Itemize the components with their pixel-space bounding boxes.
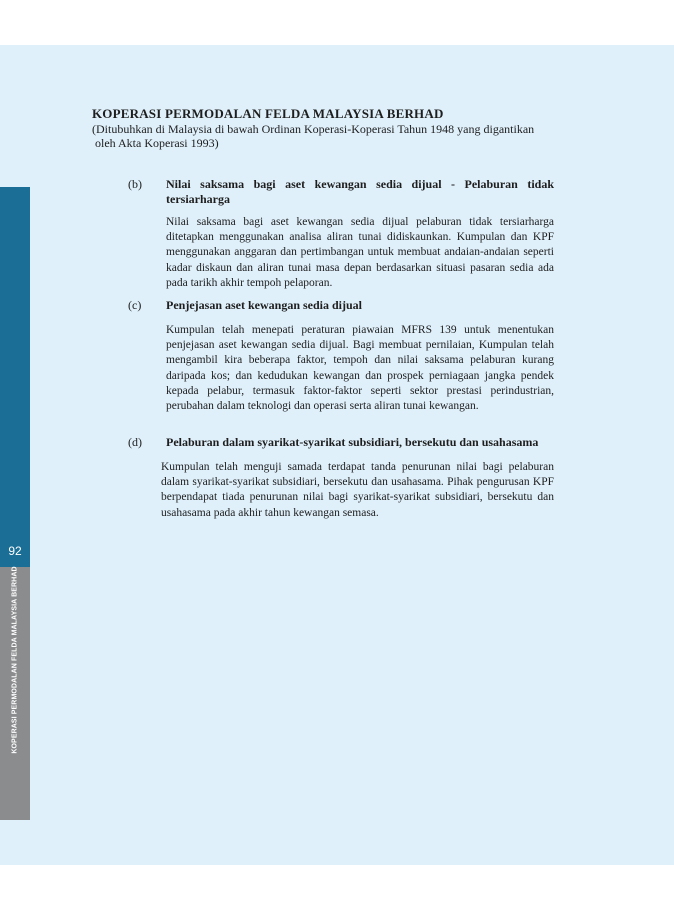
sidebar-blue-band (0, 187, 30, 567)
section-c-paragraph: Kumpulan telah menepati peraturan piawaian MFRS 139 untuk menentukan penjejasan aset kewangan sedia dijual. Bagi membuat pernilaian, Kumpulan telah mengambil kira beberapa faktor, tempoh dan nilai saksama pelaburan kurang daripada kos; dan kedudukan kewangan dan prospek perniagaan jangka pendek kepada pelabur, termasuk faktor-faktor seperti sektor prestasi perindustrian, perubahan dalam teknologi dan operasi serta aliran tunai kewangan. (166, 324, 554, 413)
page-number: 92 (8, 544, 22, 558)
section-d-letter: (d) (128, 435, 142, 449)
section-b-letter: (b) (128, 177, 142, 191)
sidebar-vertical-text: KOPERASI PERMODALAN FELDA MALAYSIA BERHAD (11, 566, 19, 754)
section-c-heading: Penjejasan aset kewangan sedia dijual (166, 298, 363, 312)
subtitle-line-2: oleh Akta Koperasi 1993) (95, 136, 219, 150)
section-c-letter: (c) (128, 298, 142, 312)
section-d-heading: Pelaburan dalam syarikat-syarikat subsidiari, bersekutu dan usahasama (166, 435, 539, 449)
section-d-paragraph: Kumpulan telah menguji samada terdapat tanda penurunan nilai bagi pelaburan dalam syarikat-syarikat subsidiari, bersekutu dan usahasama. Pihak pengurusan KPF berpendapat tiada penurunan nilai bagi syarikat-syarikat subsidiari, bersekutu dan usahasama pada akhir tahun kewangan semasa. (161, 461, 554, 519)
section-b-paragraph: Nilai saksama bagi aset kewangan sedia dijual pelaburan tidak tersiarharga ditetapkan menggunakan analisa aliran tunai didiskaunkan. Kumpulan dan KPF menggunakan anggaran dan pertimbangan untuk membuat andaian-andaian seperti kadar diskaun dan aliran tunai masa depan berdasarkan situasi pasaran sedia ada pada tarikh akhir tempoh pelaporan. (166, 216, 554, 289)
section-b-heading: Nilai saksama bagi aset kewangan sedia dijual - Pelaburan tidak tersiarharga (166, 177, 554, 206)
organization-title: KOPERASI PERMODALAN FELDA MALAYSIA BERHAD (92, 106, 444, 121)
subtitle-line-1: (Ditubuhkan di Malaysia di bawah Ordinan Koperasi-Koperasi Tahun 1948 yang digantikan (92, 122, 535, 136)
page-background (0, 45, 674, 865)
organization-subtitle (92, 122, 572, 150)
